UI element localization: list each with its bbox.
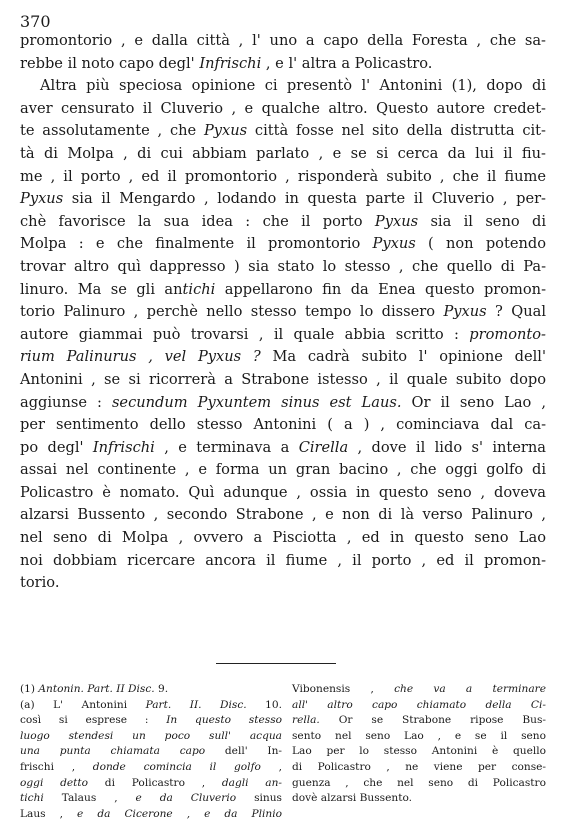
body-text [20, 30, 546, 595]
footnote-line: frischi , donde comincia il golfo , [20, 760, 282, 773]
footnote-line: sento nel seno Lao , e se il seno [292, 729, 546, 742]
footnote-line: una punta chiamata capo dell' In- [20, 745, 282, 758]
footnote-line: guenza , che nel seno di Policastro [292, 776, 546, 789]
body-line: nel seno di Molpa , ovvero a Pisciotta , ed in questo seno Lao [20, 529, 546, 547]
footnote-line: di Policastro , ne viene per conse- [292, 760, 546, 773]
body-line: tà di Molpa , di cui abbiam parlato , e se si cerca da lui il fiu- [20, 144, 546, 162]
footnotes-right-column [292, 682, 546, 807]
body-line: chè favorisce la sua idea : che il porto Pyxus sia il seno di [20, 212, 546, 230]
body-line: promontorio , e dalla città , l' uno a capo della Foresta , che sa- [20, 32, 546, 49]
body-line: trovar altro quì dappresso ) sia stato lo stesso , che quello di Pa- [20, 257, 546, 275]
body-line: Molpa : e che finalmente il promontorio Pyxus ( non potendo [20, 235, 546, 253]
footnote-line: all' altro capo chiamato della Ci- [292, 698, 546, 711]
footnote-line: (a) L' Antonini Part. II. Disc. 10. [20, 698, 282, 711]
footnote-line: dovè alzarsi Bussento. [292, 792, 413, 805]
body-line: torio. [20, 574, 60, 592]
body-line: Pyxus sia il Mengardo , lodando in questa parte il Cluverio , per- [20, 190, 546, 208]
body-line: me , il porto , ed il promontorio , risponderà subito , che il fiume [20, 167, 546, 185]
body-line: alzarsi Bussento , secondo Strabone , e non di là verso Palinuro , [20, 506, 546, 524]
body-line: aggiunse : secundum Pyxuntem sinus est Laus. Or il seno Lao , [20, 393, 546, 411]
body-line: torio Palinuro , perchè nello stesso tempo lo dissero Pyxus ? Qual [20, 303, 546, 321]
footnote-line: luogo stendesi un poco sull' acqua [20, 729, 282, 742]
body-line: te assolutamente , che Pyxus città fosse nel sito della distrutta cit- [20, 122, 546, 140]
footnotes-left-column [20, 682, 282, 822]
footnote-line: Vibonensis , che va a terminare [292, 683, 546, 695]
body-line: po degl' Infrischi , e terminava a Cirella , dove il lido s' interna [20, 438, 546, 456]
body-line: rebbe il noto capo degl' Infrischi , e l' altra a Policastro. [20, 54, 433, 72]
footnote-line: Laus , e da Cicerone , e da Plinio [20, 807, 282, 820]
footnote-line: tichi Talaus , e da Cluverio sinus [20, 792, 282, 805]
body-line: per sentimento dello stesso Antonini ( a ) , cominciava dal ca- [20, 416, 546, 434]
footnote-line: Lao per lo stesso Antonini è quello [292, 745, 546, 758]
body-line: Altra più speciosa opinione ci presentò l' Antonini (1), dopo di [40, 77, 546, 95]
footnote-divider [216, 663, 336, 664]
body-line: assai nel continente , e forma un gran bacino , che oggi golfo di [20, 461, 546, 479]
body-line: noi dobbiam ricercare ancora il fiume , il porto , ed il promon- [20, 551, 546, 569]
body-line: Antonini , se si ricorrerà a Strabone istesso , il quale subito dopo [20, 370, 546, 388]
body-line: autore giammai può trovarsi , il quale abbia scritto : promonto- [20, 325, 546, 343]
footnote-line: (1) Antonin. Part. II Disc. 9. [20, 683, 169, 695]
footnote-line: così si esprese : In questo stesso [20, 714, 283, 727]
body-line: aver censurato il Cluverio , e qualche altro. Questo autore credet- [20, 99, 546, 117]
page-number: 370 [20, 12, 51, 31]
footnote-line: rella. Or se Strabone ripose Bus- [292, 714, 546, 727]
body-line: Policastro è nomato. Quì adunque , ossia in questo seno , doveva [20, 483, 546, 501]
body-line: linuro. Ma se gli antichi appellarono fin da Enea questo promon- [20, 280, 546, 298]
body-line: rium Palinurus , vel Pyxus ? Ma cadrà subito l' opinione dell' [20, 348, 546, 366]
footnote-line: oggi detto di Policastro , dagli an- [20, 776, 283, 789]
